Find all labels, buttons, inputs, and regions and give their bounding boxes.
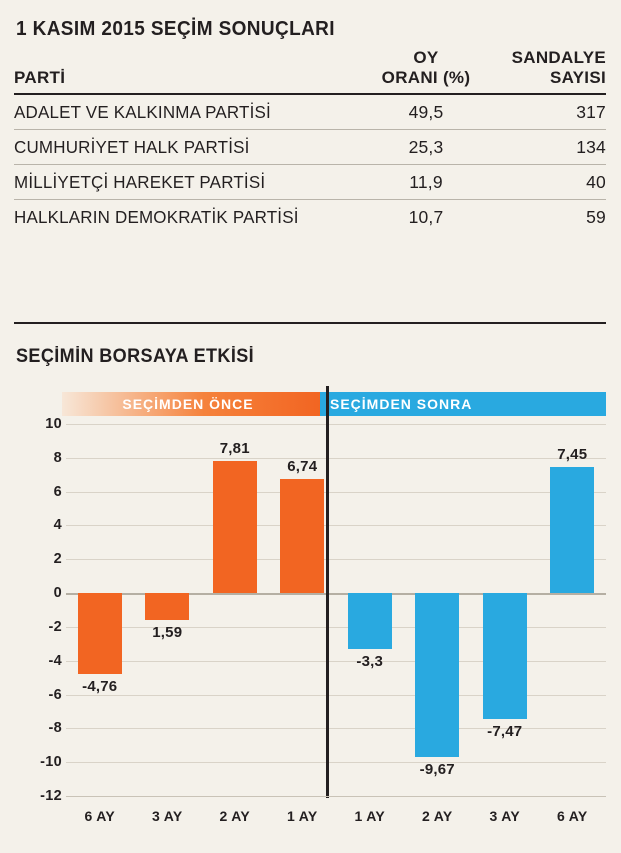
header-party: PARTİ	[14, 48, 366, 94]
header-vote-rate	[366, 48, 486, 94]
chart-bar	[483, 593, 527, 741]
party-vote-rate: 11,9	[366, 165, 486, 200]
chart-bar	[415, 593, 459, 778]
x-tick-label: 6 AY	[556, 808, 588, 824]
chart-title: SEÇİMİN BORSAYA ETKİSİ	[16, 346, 255, 367]
party-name: ADALET VE KALKINMA PARTİSİ	[14, 94, 355, 130]
party-name: HALKLARIN DEMOKRATİK PARTİSİ	[14, 207, 299, 228]
party-seats: 59	[586, 207, 606, 228]
party-vote-rate: 49,5	[366, 94, 486, 130]
bar-value-label: -7,47	[487, 723, 523, 741]
header-vote-rate-line2: ORANI (%)	[381, 67, 471, 87]
y-tick-label: 4	[53, 517, 62, 534]
y-tick-label: -12	[40, 788, 62, 804]
table-row	[14, 130, 606, 165]
party-seats: 134	[486, 130, 606, 165]
y-tick-label: 0	[53, 585, 62, 602]
y-tick-label: -2	[48, 618, 62, 635]
chart-bar	[213, 440, 257, 593]
election-results-table	[14, 48, 606, 234]
party-vote-rate: 25,3	[366, 130, 486, 165]
header-seats-line1: SANDALYE	[511, 48, 606, 67]
party-seats: 40	[486, 165, 606, 200]
header-seats	[486, 48, 606, 94]
bar-value-label: 6,74	[287, 458, 318, 476]
y-tick-label: 10	[45, 416, 62, 432]
y-tick-label: -10	[40, 754, 62, 771]
legend-after: SEÇİMDEN SONRA	[320, 392, 606, 416]
chart-bar	[550, 446, 594, 593]
bar-value-label: -4,76	[82, 677, 118, 695]
chart-bar	[280, 458, 324, 593]
bar-value-label: 7,81	[219, 440, 250, 458]
party-seats: 317	[486, 94, 606, 130]
chart-bar	[145, 593, 189, 641]
y-tick-label: 8	[53, 449, 62, 466]
y-tick-label: 6	[53, 483, 62, 500]
table-row	[14, 94, 606, 130]
legend-before: SEÇİMDEN ÖNCE	[62, 392, 320, 416]
chart-bar	[348, 593, 392, 670]
x-tick-label: 2 AY	[421, 808, 453, 824]
chart-bar	[78, 593, 122, 695]
x-tick-label: 1 AY	[354, 808, 386, 824]
table-row	[14, 165, 606, 200]
bar-value-label: 7,45	[557, 446, 588, 464]
bar-value-label: 1,59	[152, 623, 183, 641]
page-title: 1 KASIM 2015 SEÇİM SONUÇLARI	[16, 18, 335, 40]
party-name: MİLLİYETÇİ HAREKET PARTİSİ	[14, 165, 355, 200]
y-axis-labels	[14, 416, 62, 804]
bar-value-label: -9,67	[419, 760, 455, 778]
y-tick-label: -6	[48, 686, 62, 703]
table-header-row	[14, 48, 606, 94]
x-tick-label: 6 AY	[84, 808, 116, 824]
bar-chart	[14, 416, 606, 844]
bar-value-label: -3,3	[356, 652, 384, 670]
party-name: CUMHURİYET HALK PARTİSİ	[14, 130, 355, 165]
section-divider	[14, 322, 606, 324]
header-vote-rate-line1: OY	[413, 48, 439, 67]
x-tick-label: 3 AY	[151, 808, 183, 824]
x-tick-label: 3 AY	[489, 808, 521, 824]
chart-bars	[66, 424, 606, 796]
chart-legend-banner	[62, 392, 606, 416]
table-row	[14, 200, 606, 235]
x-tick-label: 1 AY	[286, 808, 318, 824]
election-day-divider	[326, 386, 329, 798]
header-seats-line2: SAYISI	[550, 67, 606, 87]
x-axis-labels	[66, 796, 606, 836]
y-tick-label: 2	[53, 551, 62, 568]
y-tick-label: -4	[48, 652, 62, 669]
party-vote-rate: 10,7	[408, 207, 444, 228]
x-tick-label: 2 AY	[219, 808, 251, 824]
y-tick-label: -8	[48, 720, 62, 737]
